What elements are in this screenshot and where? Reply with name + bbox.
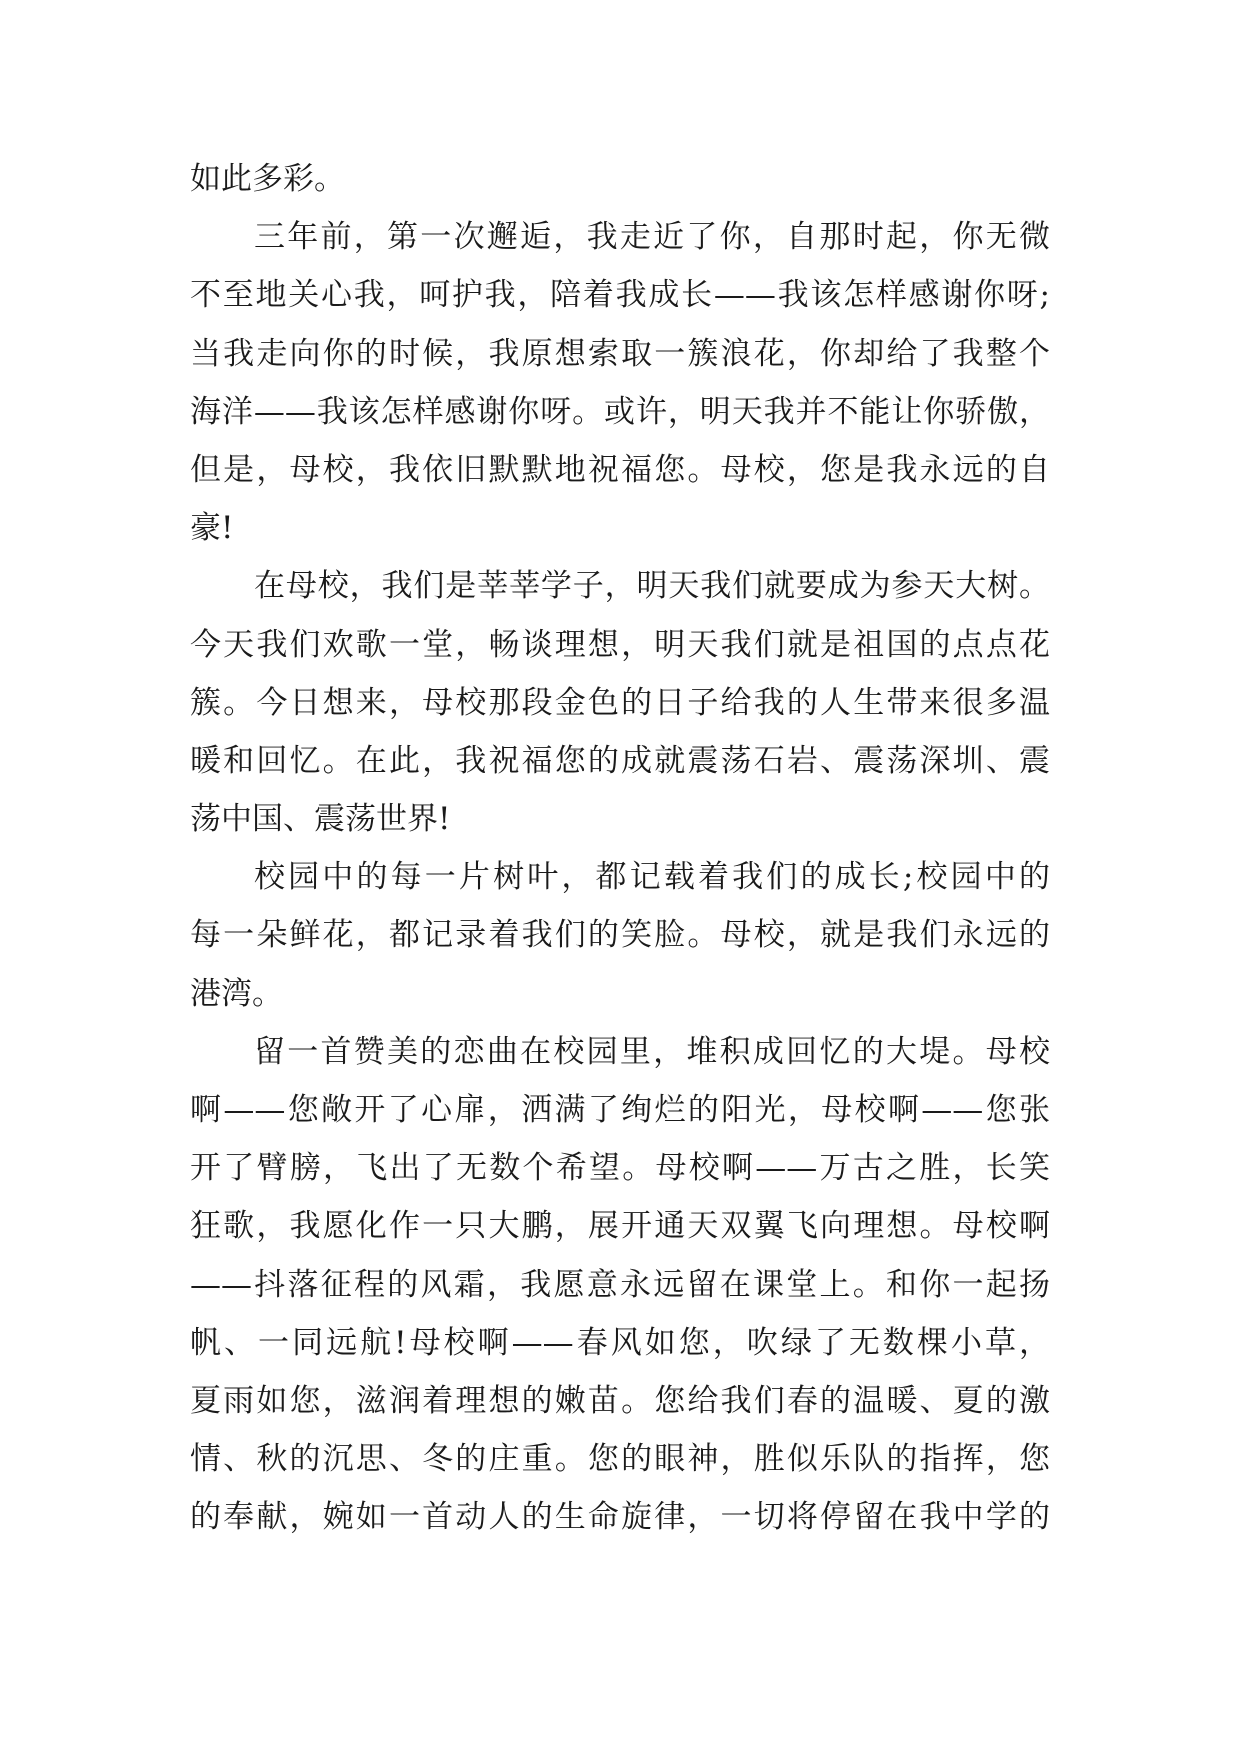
document-body — [190, 150, 1050, 1547]
text-line: 啊——您敞开了心扉，洒满了绚烂的阳光，母校啊——您张 — [190, 1092, 1050, 1128]
text-line: 狂歌，我愿化作一只大鹏，展开通天双翼飞向理想。母校啊 — [190, 1208, 1050, 1245]
text-line: 暖和回忆。在此，我祝福您的成就震荡石岩、震荡深圳、震 — [190, 742, 1050, 779]
text-line: 港湾。 — [190, 975, 283, 1012]
text-line: 夏雨如您，滋润着理想的嫩苗。您给我们春的温暖、夏的激 — [190, 1382, 1050, 1419]
text-line: 但是，母校，我依旧默默地祝福您。母校，您是我永远的自 — [190, 451, 1050, 488]
text-line: 簇。今日想来，母校那段金色的日子给我的人生带来很多温 — [190, 684, 1050, 721]
paragraph-first-line: 校园中的每一片树叶，都记载着我们的成长;校园中的 — [254, 859, 1050, 896]
text-line: 帆、一同远航!母校啊——春风如您，吹绿了无数棵小草， — [190, 1324, 1050, 1361]
text-line: 如此多彩。 — [190, 161, 345, 197]
text-line: 的奉献，婉如一首动人的生命旋律，一切将停留在我中学的 — [190, 1499, 1050, 1536]
text-line: 今天我们欢歌一堂，畅谈理想，明天我们就是祖国的点点花 — [190, 626, 1050, 663]
text-line: 当我走向你的时候，我原想索取一簇浪花，你却给了我整个 — [190, 335, 1050, 372]
paragraph-first-line: 在母校，我们是莘莘学子，明天我们就要成为参天大树。 — [254, 568, 1050, 605]
paragraph-first-line: 留一首赞美的恋曲在校园里，堆积成回忆的大堤。母校 — [254, 1033, 1050, 1070]
text-line: 每一朵鲜花，都记录着我们的笑脸。母校，就是我们永远的 — [190, 917, 1050, 954]
paragraph-first-line: 三年前，第一次邂逅，我走近了你，自那时起，你无微 — [254, 219, 1050, 256]
text-line: ——抖落征程的风霜，我愿意永远留在课堂上。和你一起扬 — [190, 1266, 1050, 1303]
text-line: 海洋——我该怎样感谢你呀。或许，明天我并不能让你骄傲， — [190, 393, 1050, 430]
text-line: 荡中国、震荡世界! — [190, 801, 451, 838]
text-line: 豪! — [190, 510, 234, 547]
text-line: 不至地关心我，呵护我，陪着我成长——我该怎样感谢你呀; — [190, 277, 1050, 314]
text-line: 情、秋的沉思、冬的庄重。您的眼神，胜似乐队的指挥，您 — [190, 1441, 1050, 1478]
text-line: 开了臂膀，飞出了无数个希望。母校啊——万古之胜，长笑 — [190, 1150, 1050, 1187]
